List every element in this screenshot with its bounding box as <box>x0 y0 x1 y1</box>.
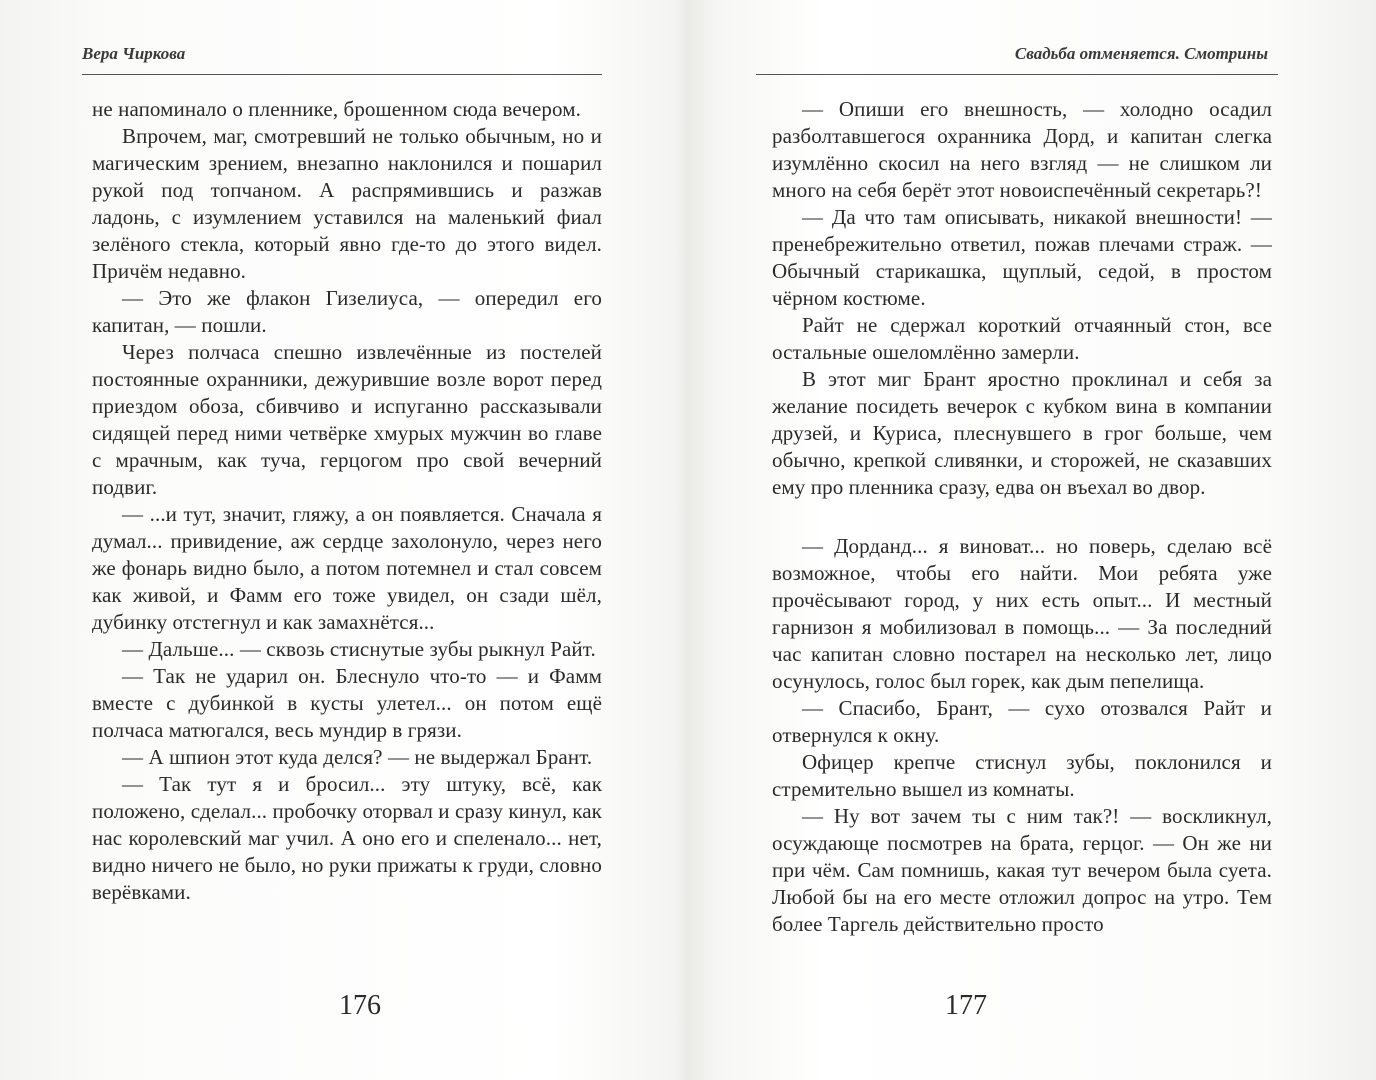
left-page-body <box>92 96 602 906</box>
paragraph: — Спасибо, Брант, — сухо отозвался Райт и отвернулся к окну. <box>772 696 1272 747</box>
paragraph: В этот миг Брант яростно проклинал и себя за желание посидеть вечерок с кубком вина в компании друзей, и Куриса, плеснувшего в грог больше, чем обычно, крепкой сливянки, и сторожей, не сказавших ему про пленника сразу, едва он въехал во двор. <box>772 367 1272 499</box>
paragraph: Через полчаса спешно извлечённые из постелей постоянные охранники, дежурившие возле ворот перед приездом обоза, сбивчиво и испуганно рассказывали сидящей перед ними четвёрке хмурых мужчин во главе с мрачным, как туча, герцогом про свой вечерний подвиг. <box>92 340 602 499</box>
right-page <box>688 0 1376 1080</box>
paragraph: — Опиши его внешность, — холодно осадил разболтавшегося охранника Дорд, и капитан слегка изумлённо скосил на него взгляд — не слишком ли много на себя берёт этот новоиспечённый секретарь?! <box>772 97 1272 202</box>
header-rule <box>756 74 1278 75</box>
paragraph: Офицер крепче стиснул зубы, поклонился и стремительно вышел из комнаты. <box>772 750 1272 801</box>
paragraph: — Так тут я и бросил... эту штуку, всё, как положено, сделал... пробочку оторвал и сразу кинул, как нас королевский маг учил. А оно его и спеленало... нет, видно ничего не было, но руки прижаты к груди, словно верёвками. <box>92 772 602 904</box>
header-rule <box>82 74 602 75</box>
paragraph: — Это же флакон Гизелиуса, — опередил его капитан, — пошли. <box>92 286 602 337</box>
paragraph: — Да что там описывать, никакой внешности! — пренебрежительно ответил, пожав плечами страж. — Обычный старикашка, щуплый, седой, в простом чёрном костюме. <box>772 205 1272 310</box>
paragraph: — Ну вот зачем ты с ним так?! — воскликнул, осуждающе посмотрев на брата, герцог. — Он же ни при чём. Сам помнишь, какая тут вечером была суета. Любой бы на его месте отложил допрос на утро. Тем более Таргель действительно просто <box>772 804 1272 936</box>
running-header-title: Свадьба отменяется. Смотрины <box>1014 44 1268 63</box>
paragraph: — А шпион этот куда делся? — не выдержал Брант. <box>122 745 593 769</box>
right-page-body <box>772 96 1272 938</box>
running-header-author: Вера Чиркова <box>82 44 186 63</box>
page-number: 177 <box>945 990 987 1021</box>
paragraph: — Так не ударил он. Блеснуло что-то — и Фамм вместе с дубинкой в кусты улетел... он потом ещё полчаса матюгался, весь мундир в грязи. <box>92 664 602 742</box>
paragraph: Впрочем, маг, смотревший не только обычным, но и магическим зрением, внезапно наклонился и пошарил рукой под топчаном. А распрямившись и разжав ладонь, с изумлением уставился на маленький фиал зелёного стекла, который явно где-то до этого видел. Причём недавно. <box>92 124 602 283</box>
paragraph: — Дорданд... я виноват... но поверь, сделаю всё возможное, чтобы его найти. Мои ребята уже прочёсывают город, у них есть опыт... И местный гарнизон я мобилизовал в помощь... — За последний час капитан словно постарел на несколько лет, лицо осунулось, голос был горек, как дым пепелища. <box>772 534 1272 693</box>
paragraph: — Дальше... — сквозь стиснутые зубы рыкнул Райт. <box>122 637 596 661</box>
page-number: 176 <box>339 990 381 1021</box>
paragraph: — ...и тут, значит, гляжу, а он появляется. Сначала я думал... привидение, аж сердце захолонуло, через него же фонарь видно было, а потом потемнел и стал совсем как живой, и Фамм его тоже увидел, он сзади шёл, дубинку отстегнул и как замахнётся... <box>92 502 602 634</box>
paragraph: не напоминало о пленнике, брошенном сюда вечером. <box>92 97 581 121</box>
paragraph: Райт не сдержал короткий отчаянный стон, все остальные ошеломлённо замерли. <box>772 313 1272 364</box>
section-break <box>772 501 1272 533</box>
